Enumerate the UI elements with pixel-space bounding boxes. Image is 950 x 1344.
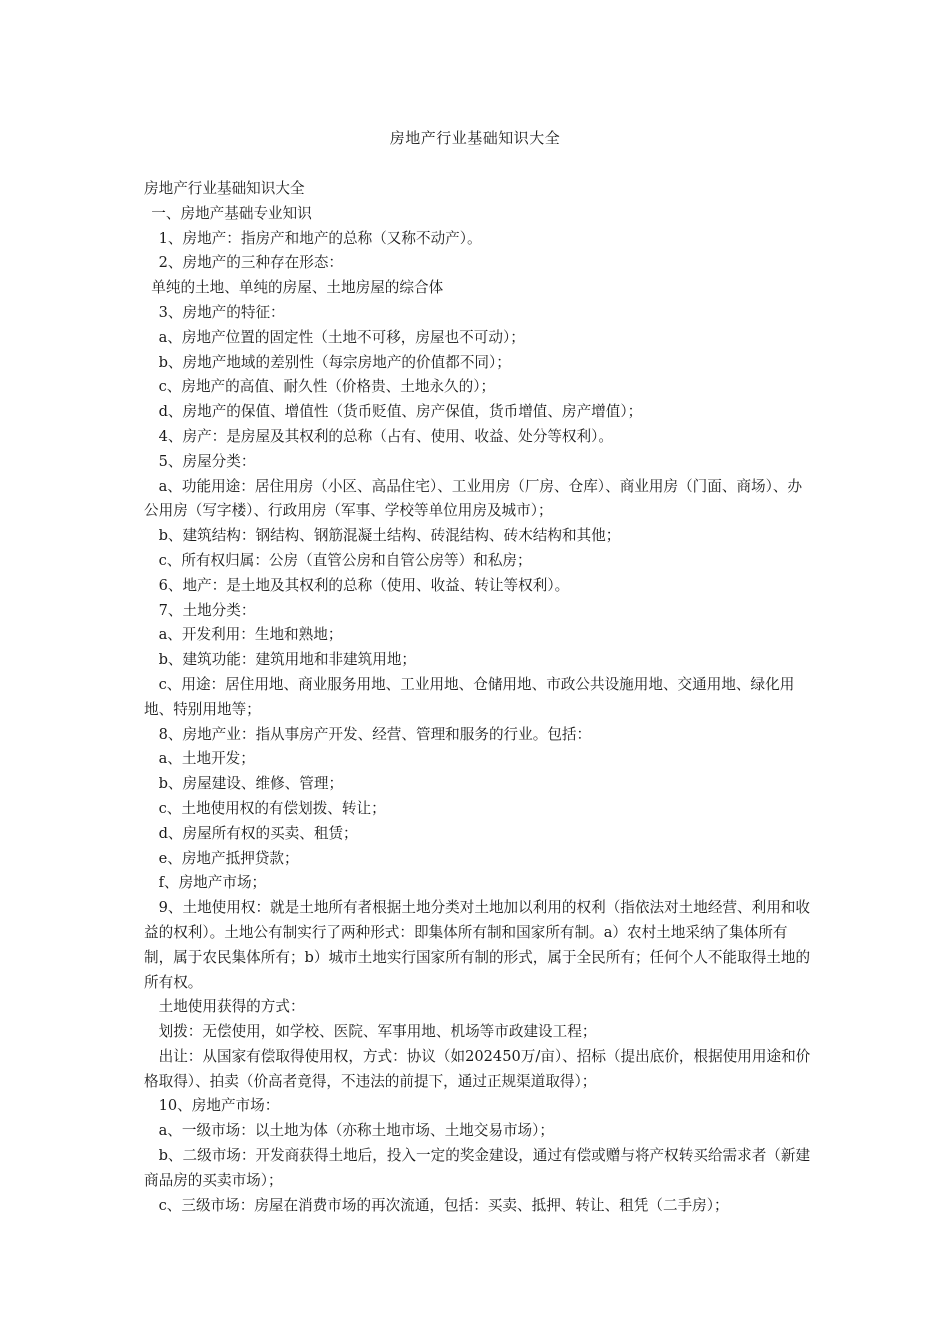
paragraph: 3、房地产的特征： (158, 303, 285, 321)
paragraph: 2、房地产的三种存在形态： (158, 254, 344, 272)
paragraph: 5、房屋分类： (158, 452, 256, 470)
paragraph: e、房地产抵押贷款； (158, 849, 299, 867)
paragraph: c、房地产的高值、耐久性（价格贵、土地永久的）； (158, 378, 496, 396)
paragraph: c、三级市场：房屋在消费市场的再次流通，包括：买卖、抵押、转让、租凭（二手房）； (158, 1196, 729, 1214)
paragraph: a、土地开发； (158, 750, 255, 768)
paragraph: c、土地使用权的有偿划拨、转让； (158, 799, 386, 817)
paragraph: 1、房地产：指房产和地产的总称（又称不动产）。 (158, 229, 482, 247)
body-heading: 房地产行业基础知识大全 (144, 180, 305, 197)
paragraph: f、房地产市场； (158, 874, 267, 892)
paragraph: 8、房地产业：指从事房产开发、经营、管理和服务的行业。包括： (158, 725, 592, 743)
paragraph: a、房地产位置的固定性（土地不可移，房屋也不可动）； (158, 328, 525, 346)
section-heading: 一、房地产基础专业知识 (151, 204, 312, 222)
paragraph: b、房地产地域的差别性（每宗房地产的价值都不同）； (158, 353, 511, 371)
paragraph: 10、房地产市场： (158, 1097, 280, 1115)
paragraph: 划拨：无偿使用，如学校、医院、军事用地、机场等市政建设工程； (158, 1023, 597, 1041)
paragraph: 出让：从国家有偿取得使用权，方式：协议（如202450万/亩）、招标（提出底价，根据使用用途和价格取得）、拍卖（价高者竟得，不违法的前提下，通过正规渠道取得）； (144, 1047, 811, 1090)
paragraph: d、房屋所有权的买卖、租赁； (158, 824, 358, 842)
paragraph: b、二级市场：开发商获得土地后，投入一定的奖金建设，通过有偿或赠与将产权转买给需求者（新建商品房的买卖市场）； (144, 1147, 811, 1189)
paragraph: a、一级市场：以土地为体（亦称土地市场、土地交易市场）； (158, 1122, 555, 1140)
page-title: 房地产行业基础知识大全 (389, 129, 561, 147)
paragraph: c、所有权归属：公房（直管公房和自管公房等）和私房； (158, 551, 532, 569)
paragraph: a、开发利用：生地和熟地； (158, 626, 343, 644)
paragraph: 9、土地使用权：就是土地所有者根据土地分类对土地加以利用的权利（指依法对土地经营、利用和收益的权利）。土地公有制实行了两种形式：即集体所有制和国家所有制。a）农村土地采纳了集体所有制，属于农民集体所有；b）城市土地实行国家所有制的形式，属于全民所有；任何个人不能取得土地的所有权。 (144, 899, 811, 991)
document-body (144, 177, 814, 1218)
paragraph: a、功能用途：居住用房（小区、高品住宅）、工业用房（厂房、仓库）、商业用房（门面、商场）、办公用房（写字楼）、行政用房（军事、学校等单位用房及城市）； (144, 477, 803, 520)
paragraph: 7、土地分类： (158, 601, 256, 619)
paragraph: b、建筑功能：建筑用地和非建筑用地； (158, 651, 417, 669)
paragraph: d、房地产的保值、增值性（货币贬值、房产保值，货币增值、房产增值）； (158, 403, 643, 421)
paragraph: b、建筑结构：钢结构、钢筋混凝土结构、砖混结构、砖木结构和其他； (158, 527, 621, 545)
paragraph: 4、房产：是房屋及其权利的总称（占有、使用、收益、处分等权利）。 (158, 427, 613, 445)
paragraph: 6、地产：是土地及其权利的总称（使用、收益、转让等权利）。 (158, 576, 570, 594)
paragraph: 土地使用获得的方式： (158, 998, 305, 1016)
paragraph: 单纯的土地、单纯的房屋、土地房屋的综合体 (151, 279, 444, 297)
paragraph: b、房屋建设、维修、管理； (158, 775, 344, 793)
paragraph: c、用途：居住用地、商业服务用地、工业用地、仓储用地、市政公共设施用地、交通用地、绿化用地、特别用地等； (144, 675, 795, 718)
